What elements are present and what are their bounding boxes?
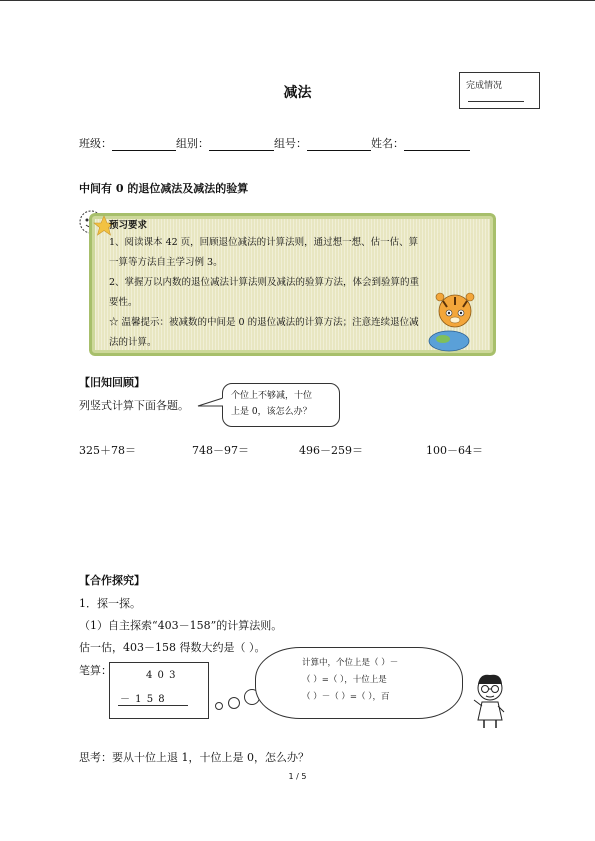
preview-title: 预习要求 (109, 220, 148, 231)
page-number: 1 / 5 (288, 772, 307, 781)
group-no-label: 组号： (274, 137, 307, 150)
calc-subtrahend: － 1 5 8 (120, 694, 166, 705)
student-info-row (79, 135, 470, 151)
problem-3: 496－259＝ (299, 444, 363, 457)
group-label: 组别： (176, 137, 209, 150)
preview-panel (89, 213, 496, 356)
tiger-cartoon-icon (419, 289, 489, 353)
problem-4: 100－64＝ (426, 444, 483, 457)
explore-step-1: 1．探一探。 (79, 597, 141, 610)
calc-minuend: 4 0 3 (146, 670, 177, 681)
thinking-girl-icon (470, 670, 510, 730)
group-blank[interactable] (209, 138, 274, 151)
think-question: 思考：要从十位上退 1，十位上是 0，怎么办？ (79, 751, 309, 764)
thought-dot-1 (215, 702, 223, 710)
completion-status-label: 完成情况 (466, 81, 503, 91)
top-border (0, 0, 595, 1)
preview-line-3: 2、掌握万以内数的退位减法计算法则及减法的验算方法，体会到验算的重 (109, 277, 420, 288)
section-heading: 中间有 0 的退位减法及减法的验算 (79, 182, 249, 195)
hint-line-2: 上是 0，该怎么办？ (231, 407, 312, 417)
problem-2: 748－97＝ (192, 444, 249, 457)
cloud-line-2: （ ）=（ ），十位上是 (302, 675, 387, 685)
thought-cloud (255, 647, 463, 719)
calc-rule-line (118, 705, 188, 706)
review-heading: 【旧知回顾】 (79, 376, 145, 389)
explore-step-1-sub: （1）自主探索“403－158”的计算法则。 (79, 619, 283, 632)
problem-1: 325＋78＝ (79, 444, 136, 457)
completion-status-blank (468, 101, 524, 102)
group-no-blank[interactable] (307, 138, 371, 151)
hint-line-1: 个位上不够减，十位 (231, 391, 313, 401)
cloud-line-1: 计算中，个位上是（ ）－ (302, 658, 399, 668)
vertical-calc-box[interactable] (109, 662, 209, 719)
preview-line-4: 要性。 (109, 297, 138, 308)
preview-line-2: 一算等方法自主学习例 3。 (109, 257, 223, 268)
cloud-line-3: （ ）－（ ）=（ ），百 (302, 692, 390, 702)
thought-dot-2 (228, 697, 240, 709)
class-label: 班级： (79, 137, 112, 150)
estimate-question: 估一估，403－158 得数大约是（ ）。 (79, 641, 266, 654)
written-calc-label: 笔算： (79, 664, 112, 677)
completion-status-box (459, 72, 540, 109)
page-title: 减法 (283, 85, 312, 101)
bubble-tail (196, 396, 226, 410)
review-instruction: 列竖式计算下面各题。 (79, 399, 189, 412)
explore-heading: 【合作探究】 (79, 574, 145, 587)
hint-speech-bubble (222, 383, 340, 427)
name-blank[interactable] (404, 138, 470, 151)
preview-line-1: 1、阅读课本 42 页，回顾退位减法的计算法则，通过想一想、估一估、算 (109, 237, 419, 248)
preview-line-5: ☆ 温馨提示：被减数的中间是 0 的退位减法的计算方法；注意连续退位减 (109, 317, 419, 328)
name-label: 姓名： (371, 137, 404, 150)
preview-line-6: 法的计算。 (109, 337, 157, 348)
class-blank[interactable] (112, 138, 176, 151)
